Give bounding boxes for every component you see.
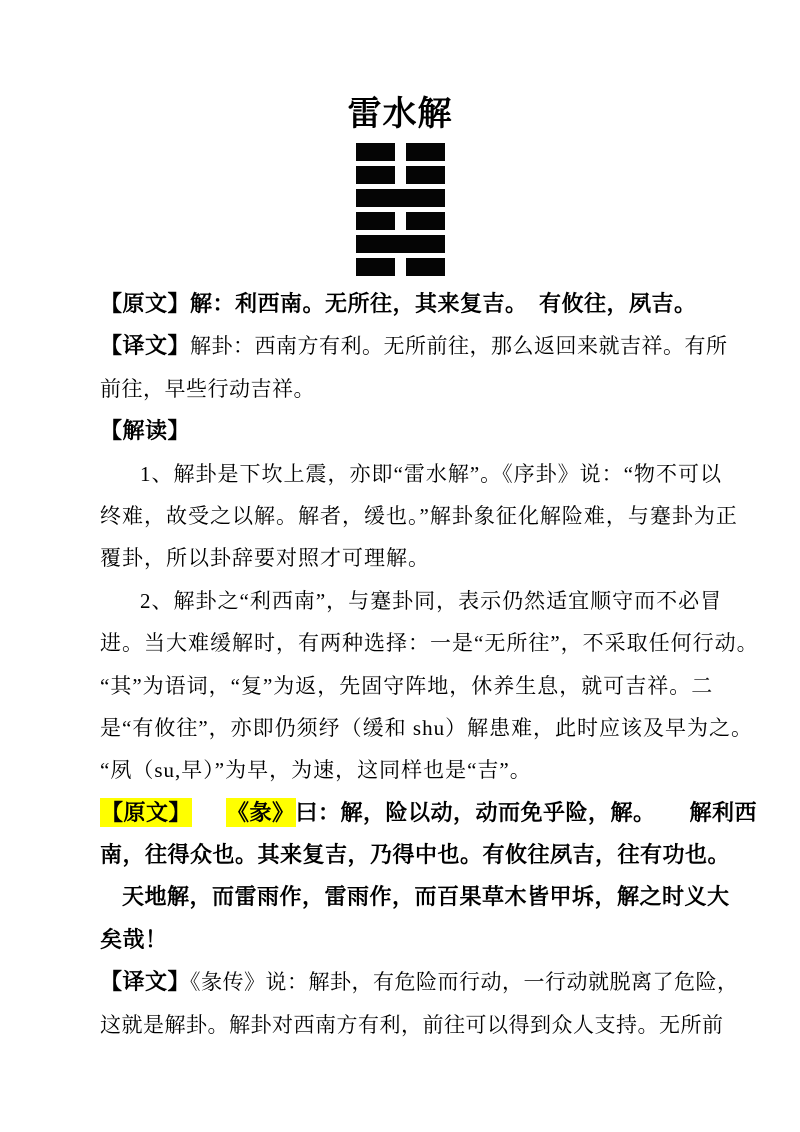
- section-original-2-line-4: 矣哉！: [100, 926, 168, 952]
- hexagram-line-solid: [356, 235, 445, 253]
- section-translation-1-line-1: [100, 325, 728, 367]
- hexagram-line-broken: [356, 258, 445, 276]
- hexagram-line-solid: [356, 189, 445, 207]
- text-line: 解卦：西南方有利。无所前往，那么返回来就吉祥。有所: [190, 334, 728, 359]
- section-translation-2-line-1: [100, 961, 739, 1003]
- para1-line-1: 1、解卦是下坎上震，亦即“雷水解”。《序卦》说：“物不可以: [140, 461, 722, 486]
- hexagram-line-broken: [356, 212, 445, 230]
- para1-line-2: 终难，故受之以解。解者，缓也。”解卦象征化解险难，与蹇卦为正: [100, 503, 738, 528]
- page-title: 雷水解: [347, 95, 453, 133]
- section-label-yiwen-1: 【译文】: [100, 333, 191, 359]
- section-label-yiwen-2: 【译文】: [100, 969, 191, 995]
- para2-line-5: “夙（su,早）”为早，为速，这同样也是“吉”。: [100, 758, 532, 783]
- document-body: [100, 283, 759, 1046]
- para2-line-2: 进。当大难缓解时，有两种选择：一是“无所往”，不采取任何行动。: [100, 631, 759, 656]
- section-original-2-line-1: [100, 792, 758, 834]
- highlight-tuan-label: 《彖》: [227, 799, 295, 825]
- section-original-1: 【原文】解：利西南。无所往，其来复吉。 有攸往，夙吉。: [100, 291, 697, 316]
- hexagram-line-broken: [356, 166, 445, 184]
- para2-line-1: 2、解卦之“利西南”，与蹇卦同，表示仍然适宜顺守而不必冒: [140, 588, 723, 613]
- text-line: 《彖传》说：解卦，有危险而行动，一行动就脱离了危险，: [190, 970, 739, 995]
- section-translation-2-line-2: 这就是解卦。解卦对西南方有利，前往可以得到众人支持。无所前: [100, 1012, 724, 1037]
- text-line: 曰：解，险以动，动而免乎险，解。 解利西: [295, 799, 758, 825]
- highlight-yuanwen-label: 【原文】: [101, 799, 192, 825]
- section-original-2-line-3: 天地解，而雷雨作，雷雨作，而百果草木皆甲坼，解之时义大: [122, 884, 730, 910]
- section-label-jiedu: 【解读】: [100, 418, 191, 444]
- section-translation-1-line-2: 前往，早些行动吉祥。: [100, 376, 315, 401]
- hexagram: [356, 143, 445, 276]
- para2-line-3: “其”为语词，“复”为返，先固守阵地，休养生息，就可吉祥。二: [100, 673, 714, 698]
- section-original-2-line-2: 南，往得众也。其来复吉，乃得中也。有攸往夙吉，往有功也。: [100, 842, 731, 868]
- para1-line-3: 覆卦，所以卦辞要对照才可理解。: [100, 546, 430, 571]
- para2-line-4: 是“有攸往”，亦即仍须纾（缓和 shu）解患难，此时应该及早为之。: [100, 715, 754, 740]
- hexagram-line-broken: [356, 143, 445, 161]
